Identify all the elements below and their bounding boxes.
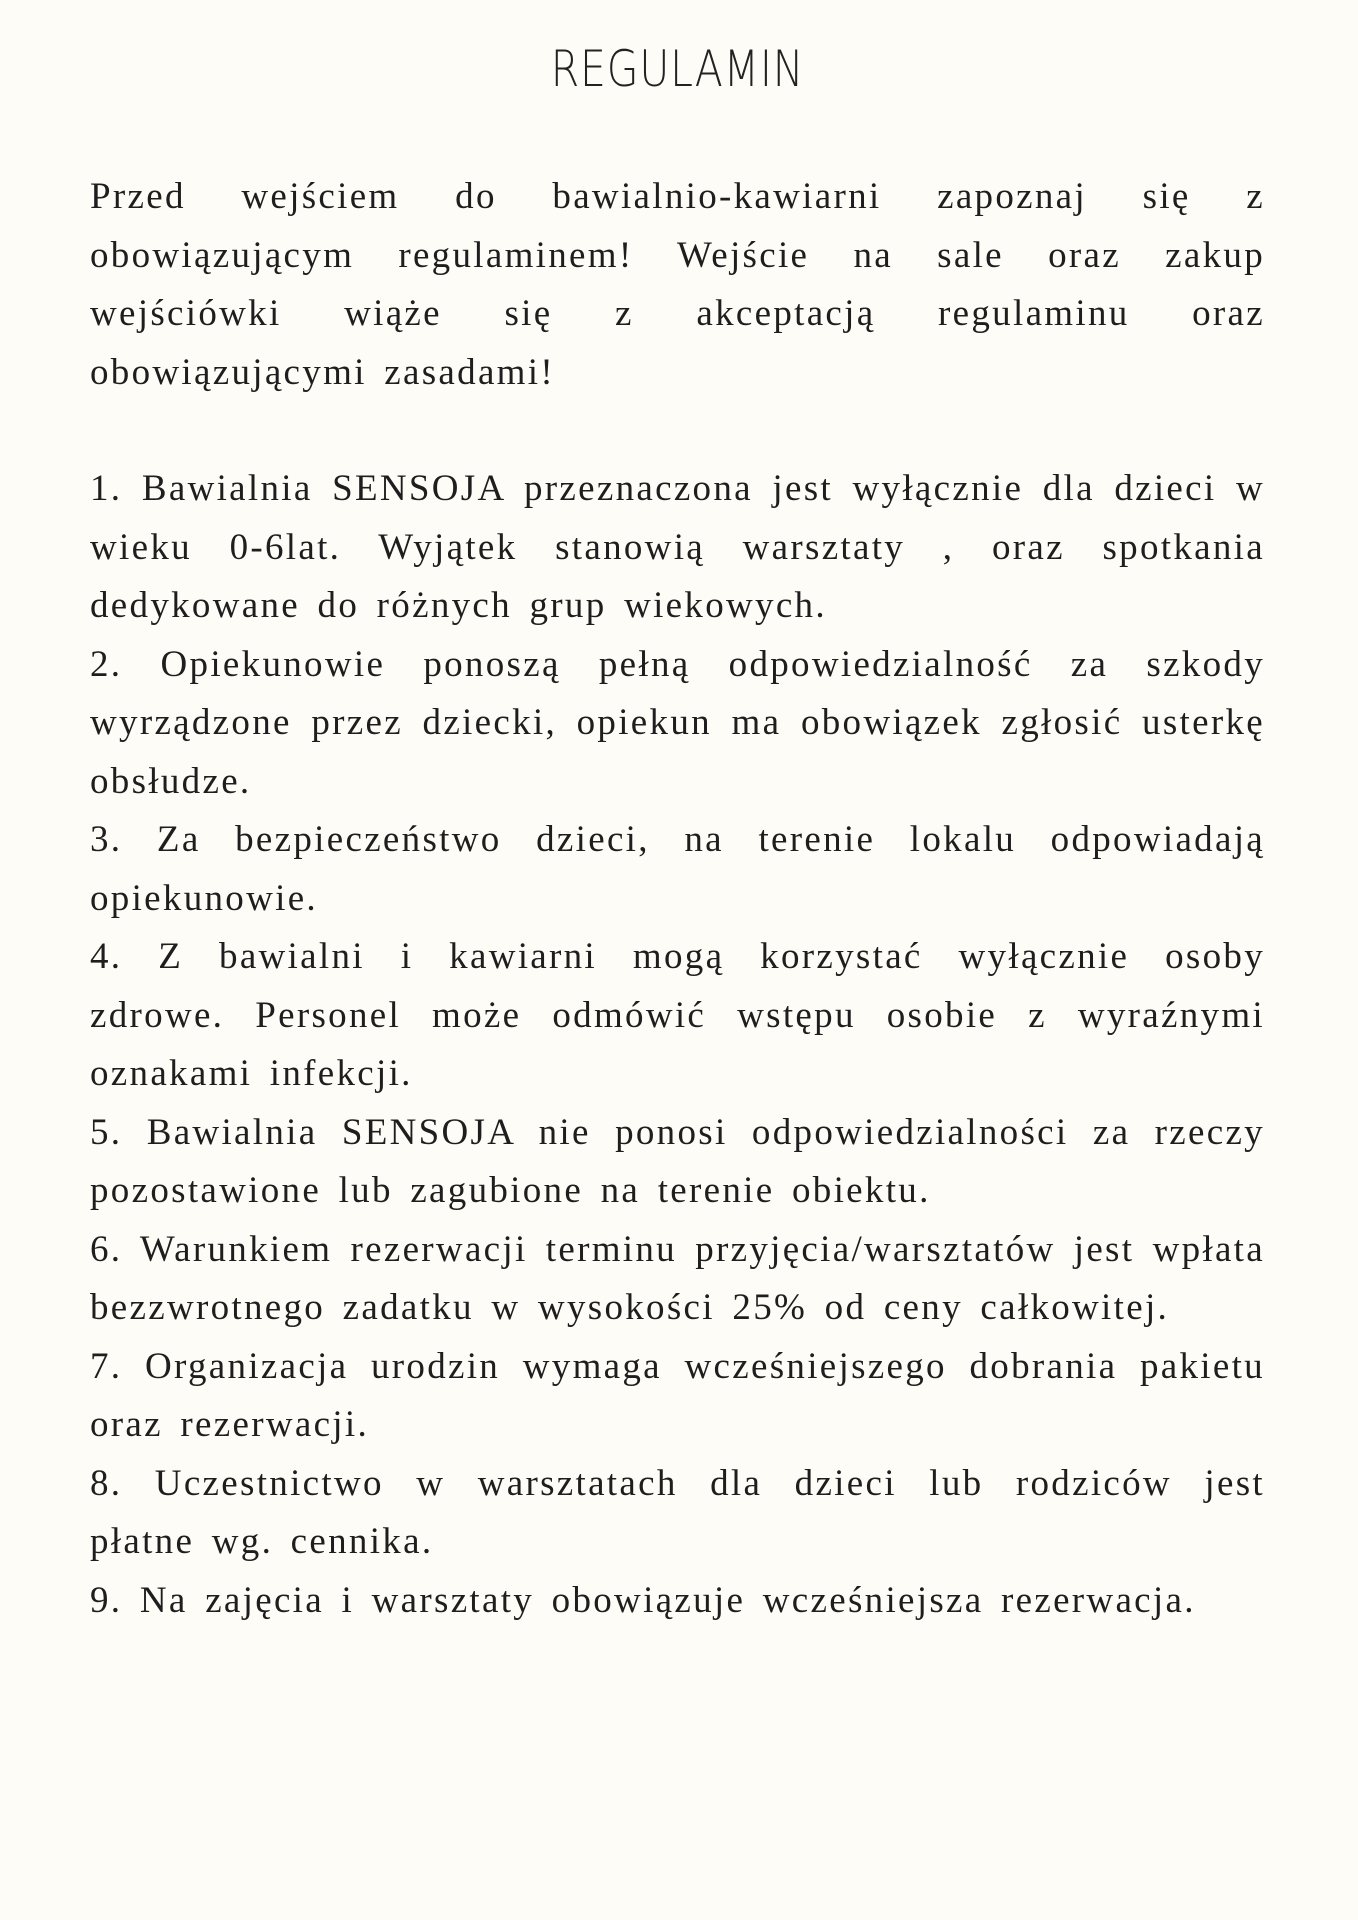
rule-item-3: 3. Za bezpieczeństwo dzieci, na terenie lokalu odpowiadają opiekunowie. — [90, 819, 1265, 919]
rule-item-6: 6. Warunkiem rezerwacji terminu przyjęcia/warsztatów jest wpłata bezzwrotnego zadatku w wysokości 25% od ceny całkowitej. — [90, 1228, 1265, 1328]
rule-item-5: 5. Bawialnia SENSOJA nie ponosi odpowiedzialności za rzeczy pozostawione lub zagubione na terenie obiektu. — [90, 1111, 1265, 1211]
rule-item-1: 1. Bawialnia SENSOJA przeznaczona jest wyłącznie dla dzieci w wieku 0-6lat. Wyjątek stanowią warsztaty , oraz spotkania dedykowane do różnych grup wiekowych. — [90, 468, 1265, 626]
page-title: REGULAMIN — [550, 40, 805, 98]
rule-item-4: 4. Z bawialni i kawiarni mogą korzystać wyłącznie osoby zdrowe. Personel może odmówić wstępu osobie z wyraźnymi oznakami infekcji. — [90, 936, 1265, 1094]
rule-item-2: 2. Opiekunowie ponoszą pełną odpowiedzialność za szkody wyrządzone przez dziecki, opiekun ma obowiązek zgłosić usterkę obsłudze. — [90, 643, 1265, 802]
rule-item-8: 8. Uczestnictwo w warsztatach dla dzieci lub rodziców jest płatne wg. cennika. — [90, 1462, 1265, 1562]
rule-item-7: 7. Organizacja urodzin wymaga wcześniejszego dobrania pakietu oraz rezerwacji. — [90, 1345, 1265, 1445]
intro-paragraph: Przed wejściem do bawialnio-kawiarni zapoznaj się z obowiązującym regulaminem! Wejście na sale oraz zakup wejściówki wiąże się z akceptacją regulaminu oraz obowiązującymi zasadami! — [90, 176, 1265, 393]
regulations-body — [90, 168, 1265, 1630]
rule-item-9: 9. Na zajęcia i warsztaty obowiązuje wcześniejsza rezerwacja. — [90, 1579, 1196, 1621]
